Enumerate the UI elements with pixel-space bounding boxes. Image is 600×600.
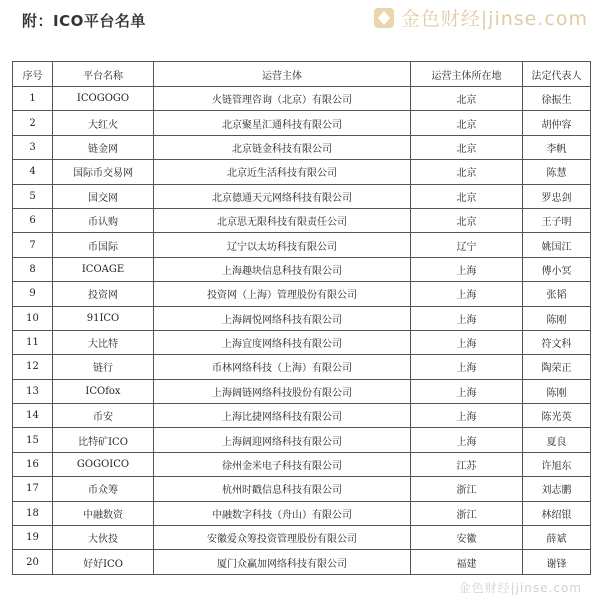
cell-operator: 上海趣块信息科技有限公司 xyxy=(154,257,411,281)
cell-index: 12 xyxy=(13,355,53,379)
table-header-row xyxy=(13,62,591,87)
bottom-watermark: 金色财经|jinse.com xyxy=(458,581,582,595)
cell-legal-representative: 胡仲容 xyxy=(523,111,591,135)
cell-operator: 北京德通天元网络科技有限公司 xyxy=(154,184,411,208)
header-index: 序号 xyxy=(13,62,53,87)
cell-operator: 上海阔悦网络科技有限公司 xyxy=(154,306,411,330)
cell-platform-name: ICOfox xyxy=(53,379,154,403)
cell-operator-location: 江苏 xyxy=(411,452,523,476)
cell-legal-representative: 陈光英 xyxy=(523,404,591,428)
cell-operator-location: 上海 xyxy=(411,355,523,379)
cell-operator: 厦门众赢加网络科技有限公司 xyxy=(154,550,411,574)
cell-index: 13 xyxy=(13,379,53,403)
table-row xyxy=(13,87,591,111)
cell-operator-location: 福建 xyxy=(411,550,523,574)
table-row xyxy=(13,404,591,428)
cell-operator: 北京链金科技有限公司 xyxy=(154,135,411,159)
cell-operator-location: 北京 xyxy=(411,111,523,135)
cell-legal-representative: 陈刚 xyxy=(523,379,591,403)
header-platform-name: 平台名称 xyxy=(53,62,154,87)
cell-legal-representative: 徐振生 xyxy=(523,87,591,111)
cell-operator: 火链管理咨询（北京）有限公司 xyxy=(154,87,411,111)
cell-legal-representative: 薛斌 xyxy=(523,526,591,550)
cell-index: 5 xyxy=(13,184,53,208)
cell-operator-location: 上海 xyxy=(411,257,523,281)
cell-index: 1 xyxy=(13,87,53,111)
cell-legal-representative: 夏良 xyxy=(523,428,591,452)
cell-index: 7 xyxy=(13,233,53,257)
cell-operator: 安徽爱众筹投资管理股份有限公司 xyxy=(154,526,411,550)
cell-operator: 上海比捷网络科技有限公司 xyxy=(154,404,411,428)
cell-platform-name: GOGOICO xyxy=(53,452,154,476)
table-row xyxy=(13,428,591,452)
cell-index: 15 xyxy=(13,428,53,452)
cell-platform-name: 比特矿ICO xyxy=(53,428,154,452)
table-row xyxy=(13,208,591,232)
cell-legal-representative: 李帆 xyxy=(523,135,591,159)
cell-operator: 北京聚星汇通科技有限公司 xyxy=(154,111,411,135)
page-title: 附：ICO平台名单 xyxy=(22,12,146,30)
table-row xyxy=(13,306,591,330)
cell-operator-location: 上海 xyxy=(411,330,523,354)
table-row xyxy=(13,111,591,135)
table-row xyxy=(13,257,591,281)
cell-operator: 徐州金米电子科技有限公司 xyxy=(154,452,411,476)
cell-operator-location: 上海 xyxy=(411,428,523,452)
table-row xyxy=(13,135,591,159)
watermark-text: 金色财经|jinse.com xyxy=(400,8,588,30)
cell-index: 17 xyxy=(13,477,53,501)
cell-index: 14 xyxy=(13,404,53,428)
cell-operator: 辽宁以太坊科技有限公司 xyxy=(154,233,411,257)
cell-operator-location: 辽宁 xyxy=(411,233,523,257)
cell-operator-location: 北京 xyxy=(411,160,523,184)
cell-operator-location: 北京 xyxy=(411,87,523,111)
cell-index: 10 xyxy=(13,306,53,330)
cell-legal-representative: 罗忠剑 xyxy=(523,184,591,208)
cell-index: 19 xyxy=(13,526,53,550)
watermark xyxy=(373,4,588,31)
table-row xyxy=(13,550,591,574)
cell-operator-location: 北京 xyxy=(411,208,523,232)
cell-legal-representative: 陈刚 xyxy=(523,306,591,330)
table-row xyxy=(13,452,591,476)
cell-operator: 上海阔迎网络科技有限公司 xyxy=(154,428,411,452)
cell-index: 6 xyxy=(13,208,53,232)
cell-legal-representative: 刘志鹏 xyxy=(523,477,591,501)
cell-index: 8 xyxy=(13,257,53,281)
cell-operator: 北京思无限科技有限责任公司 xyxy=(154,208,411,232)
cell-operator: 中融数字科技（舟山）有限公司 xyxy=(154,501,411,525)
cell-platform-name: 投资网 xyxy=(53,282,154,306)
cell-platform-name: 链行 xyxy=(53,355,154,379)
cell-operator: 上海阔链网络科技股份有限公司 xyxy=(154,379,411,403)
cell-platform-name: 币国际 xyxy=(53,233,154,257)
cell-operator-location: 上海 xyxy=(411,404,523,428)
cell-platform-name: 91ICO xyxy=(53,306,154,330)
cell-legal-representative: 傅小冥 xyxy=(523,257,591,281)
cell-operator: 杭州时戳信息科技有限公司 xyxy=(154,477,411,501)
cell-index: 2 xyxy=(13,111,53,135)
cell-index: 9 xyxy=(13,282,53,306)
cell-legal-representative: 林绍银 xyxy=(523,501,591,525)
cell-index: 16 xyxy=(13,452,53,476)
cell-platform-name: 大比特 xyxy=(53,330,154,354)
table-row xyxy=(13,233,591,257)
cell-operator-location: 上海 xyxy=(411,379,523,403)
cell-legal-representative: 许旭东 xyxy=(523,452,591,476)
header-operator: 运营主体 xyxy=(154,62,411,87)
cell-legal-representative: 陈慧 xyxy=(523,160,591,184)
cell-operator: 投资网（上海）管理股份有限公司 xyxy=(154,282,411,306)
cell-operator: 币林网络科技（上海）有限公司 xyxy=(154,355,411,379)
cell-operator-location: 浙江 xyxy=(411,477,523,501)
cell-platform-name: 国际币交易网 xyxy=(53,160,154,184)
header-legal-representative: 法定代表人 xyxy=(523,62,591,87)
cell-operator-location: 上海 xyxy=(411,306,523,330)
table-row xyxy=(13,501,591,525)
cell-operator-location: 北京 xyxy=(411,184,523,208)
cell-legal-representative: 王子明 xyxy=(523,208,591,232)
cell-legal-representative: 谢锋 xyxy=(523,550,591,574)
table-row xyxy=(13,477,591,501)
cell-legal-representative: 陶荣正 xyxy=(523,355,591,379)
jinse-logo-icon xyxy=(373,7,395,29)
cell-platform-name: ICOAGE xyxy=(53,257,154,281)
cell-operator: 北京近生活科技有限公司 xyxy=(154,160,411,184)
cell-index: 18 xyxy=(13,501,53,525)
ico-platform-table-container xyxy=(12,61,590,575)
cell-operator-location: 安徽 xyxy=(411,526,523,550)
table-row xyxy=(13,379,591,403)
cell-platform-name: 币众筹 xyxy=(53,477,154,501)
cell-platform-name: 大伙投 xyxy=(53,526,154,550)
cell-platform-name: 好好ICO xyxy=(53,550,154,574)
cell-operator-location: 上海 xyxy=(411,282,523,306)
cell-legal-representative: 姚国江 xyxy=(523,233,591,257)
table-row xyxy=(13,330,591,354)
cell-index: 11 xyxy=(13,330,53,354)
cell-platform-name: ICOGOGO xyxy=(53,87,154,111)
cell-platform-name: 链金网 xyxy=(53,135,154,159)
cell-platform-name: 币安 xyxy=(53,404,154,428)
table-body xyxy=(13,87,591,575)
table-row xyxy=(13,526,591,550)
cell-legal-representative: 张韬 xyxy=(523,282,591,306)
cell-platform-name: 币认购 xyxy=(53,208,154,232)
ico-platform-table xyxy=(12,61,591,575)
table-row xyxy=(13,282,591,306)
table-row xyxy=(13,355,591,379)
cell-platform-name: 中融数资 xyxy=(53,501,154,525)
cell-legal-representative: 符文科 xyxy=(523,330,591,354)
cell-index: 20 xyxy=(13,550,53,574)
cell-platform-name: 国交网 xyxy=(53,184,154,208)
header-operator-location: 运营主体所在地 xyxy=(411,62,523,87)
cell-operator-location: 浙江 xyxy=(411,501,523,525)
cell-platform-name: 大红火 xyxy=(53,111,154,135)
cell-operator-location: 北京 xyxy=(411,135,523,159)
cell-index: 4 xyxy=(13,160,53,184)
cell-index: 3 xyxy=(13,135,53,159)
cell-operator: 上海宜度网络科技有限公司 xyxy=(154,330,411,354)
table-row xyxy=(13,184,591,208)
table-row xyxy=(13,160,591,184)
